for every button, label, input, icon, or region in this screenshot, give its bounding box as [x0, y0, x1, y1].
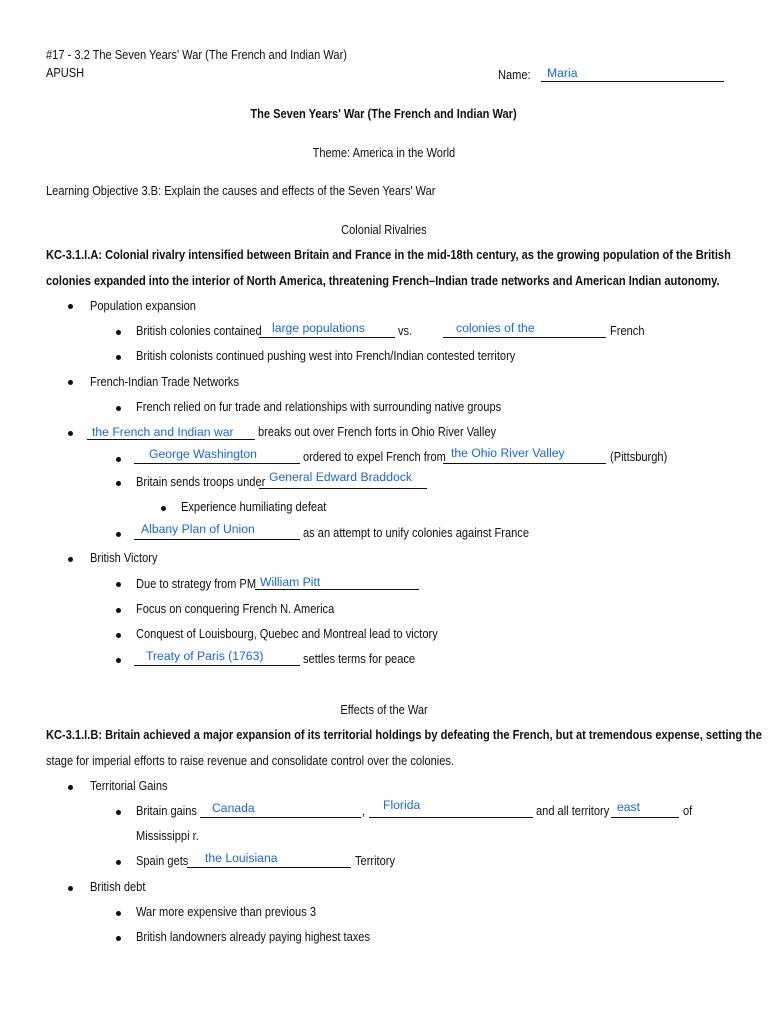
- blank-line: [611, 817, 679, 818]
- bullet: [116, 860, 121, 865]
- name-label: Name:: [498, 67, 531, 82]
- blank-line: [369, 817, 533, 818]
- bullet: [116, 810, 121, 815]
- name-blank: [541, 81, 724, 82]
- document-title: The Seven Years' War (The French and Indian War): [250, 106, 518, 121]
- territory-text: Territory: [355, 853, 396, 868]
- bullet: [116, 658, 121, 663]
- unify-text: as an attempt to unify colonies against France: [303, 525, 529, 540]
- bullet: [116, 608, 121, 613]
- bullet: [68, 557, 73, 562]
- kc-3-1-i-a-line1: KC-3.1.I.A: Colonial rivalry intensified between Britain and France in the mid-18th century, as the growing population of the British: [46, 247, 731, 262]
- answer-albany-plan[interactable]: Albany Plan of Union: [141, 522, 255, 536]
- blank-line: [255, 589, 419, 590]
- answer-french-and-indian-war[interactable]: the French and Indian war: [92, 425, 234, 439]
- vs-text: vs.: [398, 323, 413, 338]
- answer-east[interactable]: east: [617, 800, 641, 814]
- blank-line: [443, 463, 606, 464]
- humiliating-defeat: Experience humiliating defeat: [181, 499, 327, 514]
- contained-prefix: British colonies contained: [136, 323, 262, 338]
- bullet: [116, 582, 121, 587]
- answer-colonies-of-the[interactable]: colonies of the: [456, 321, 535, 335]
- pittsburgh-text: (Pittsburgh): [610, 449, 668, 464]
- blank-line: [187, 867, 351, 868]
- answer-general-edward-braddock[interactable]: General Edward Braddock: [269, 470, 412, 484]
- answer-canada[interactable]: Canada: [212, 801, 255, 815]
- blank-line: [134, 463, 300, 464]
- bullet: [116, 633, 121, 638]
- strategy-prefix: Due to strategy from PM: [136, 576, 257, 591]
- gains-prefix: Britain gains: [136, 803, 197, 818]
- breaks-out: breaks out over French forts in Ohio River Valley: [258, 424, 497, 439]
- bullet: [116, 355, 121, 360]
- troops-prefix: Britain sends troops under: [136, 474, 266, 489]
- bullet: [116, 481, 121, 486]
- bullet: [116, 457, 121, 462]
- theme-line: Theme: America in the World: [312, 145, 456, 160]
- comma: ,: [362, 803, 366, 818]
- name-answer[interactable]: Maria: [547, 66, 578, 80]
- bullet: [68, 304, 73, 309]
- section-heading-colonial-rivalries: Colonial Rivalries: [341, 222, 427, 237]
- answer-large-populations[interactable]: large populations: [272, 321, 365, 335]
- blank-line: [259, 337, 395, 338]
- pushing-west: British colonists continued pushing west into French/Indian contested territory: [136, 348, 516, 363]
- spain-prefix: Spain gets: [136, 853, 189, 868]
- kc-3-1-i-b-line2: stage for imperial efforts to raise revenue and consolidate control over the colonies.: [46, 753, 455, 768]
- focus-conquering: Focus on conquering French N. America: [136, 601, 335, 616]
- more-expensive: War more expensive than previous 3: [136, 904, 316, 919]
- answer-treaty-of-paris[interactable]: Treaty of Paris (1763): [146, 649, 264, 663]
- territorial-gains: Territorial Gains: [90, 778, 168, 793]
- blank-line: [134, 539, 300, 540]
- bullet: [68, 785, 73, 790]
- bullet: [116, 532, 121, 537]
- bullet: [161, 506, 166, 511]
- mississippi-text: Mississippi r.: [136, 828, 199, 843]
- blank-line: [87, 439, 255, 440]
- blank-line: [134, 665, 300, 666]
- bullet: [116, 936, 121, 941]
- settles-text: settles terms for peace: [303, 651, 416, 666]
- bullet: [68, 886, 73, 891]
- blank-line: [259, 488, 427, 489]
- blank-line: [443, 337, 606, 338]
- french-text: French: [610, 323, 645, 338]
- population-expansion: Population expansion: [90, 298, 196, 313]
- bullet: [68, 380, 73, 385]
- highest-taxes: British landowners already paying highest taxes: [136, 929, 370, 944]
- answer-the-louisiana[interactable]: the Louisiana: [205, 851, 278, 865]
- kc-3-1-i-a-line2: colonies expanded into the interior of North America, threatening French–Indian trade networks and American Indian autonomy.: [46, 273, 720, 288]
- bullet: [68, 431, 73, 436]
- kc-3-1-i-b-line1: KC-3.1.I.B: Britain achieved a major expansion of its territorial holdings by defeating the French, but at tremendous expense, setting the: [46, 727, 762, 742]
- learning-objective: Learning Objective 3.B: Explain the causes and effects of the Seven Years' War: [46, 183, 436, 198]
- all-territory: and all territory: [536, 803, 610, 818]
- fur-trade: French relied on fur trade and relationships with surrounding native groups: [136, 399, 502, 414]
- trade-networks: French-Indian Trade Networks: [90, 374, 239, 389]
- bullet: [116, 406, 121, 411]
- answer-florida[interactable]: Florida: [383, 798, 421, 812]
- bullet: [116, 911, 121, 916]
- answer-ohio-river-valley[interactable]: the Ohio River Valley: [451, 446, 565, 460]
- ordered-text: ordered to expel French from: [303, 449, 446, 464]
- british-debt: British debt: [90, 879, 146, 894]
- section-heading-effects: Effects of the War: [340, 702, 428, 717]
- conquest-text: Conquest of Louisbourg, Quebec and Montreal lead to victory: [136, 626, 438, 641]
- blank-line: [200, 817, 361, 818]
- worksheet-title-line: #17 - 3.2 The Seven Years' War (The French and Indian War): [46, 47, 347, 62]
- answer-william-pitt[interactable]: William Pitt: [260, 575, 321, 589]
- answer-george-washington[interactable]: George Washington: [149, 447, 257, 461]
- british-victory: British Victory: [90, 550, 158, 565]
- bullet: [116, 330, 121, 335]
- course-label: APUSH: [46, 65, 85, 80]
- of-text: of: [683, 803, 693, 818]
